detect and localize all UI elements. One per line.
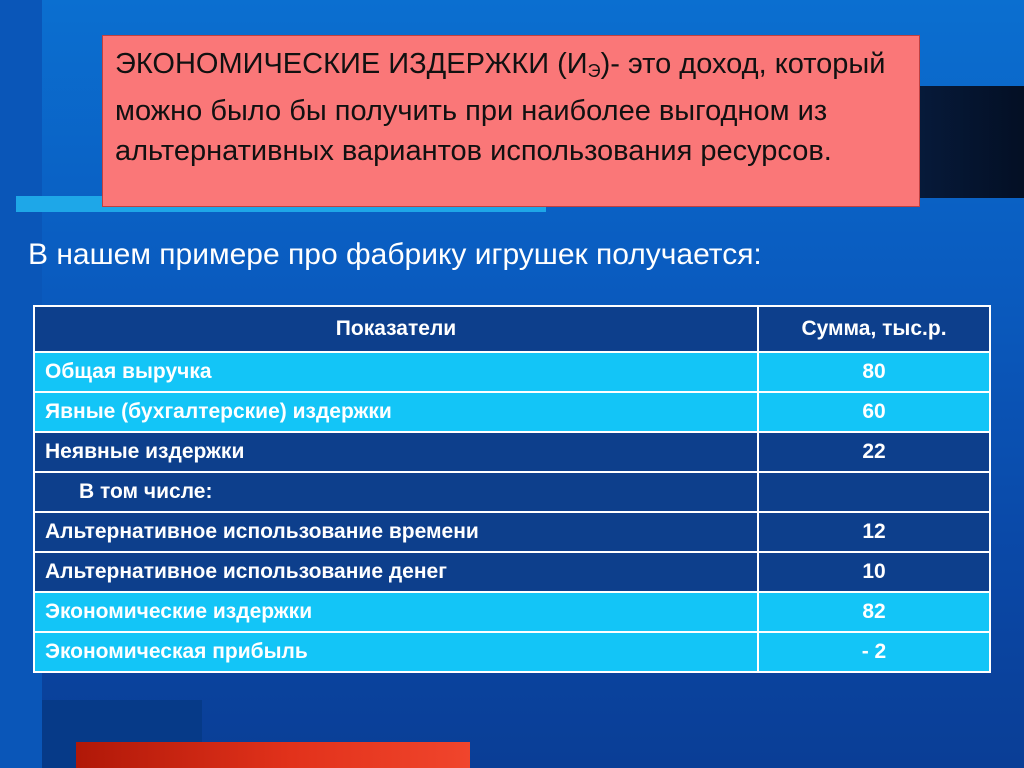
intro-text: В нашем примере про фабрику игрушек получается: [28, 238, 762, 271]
row-value [758, 472, 990, 512]
table-row [34, 632, 990, 672]
table-row [34, 552, 990, 592]
row-label: Явные (бухгалтерские) издержки [34, 392, 758, 432]
table-row [34, 352, 990, 392]
row-value: - 2 [758, 632, 990, 672]
row-value: 60 [758, 392, 990, 432]
row-label: Альтернативное использование времени [34, 512, 758, 552]
row-value: 10 [758, 552, 990, 592]
row-label: Неявные издержки [34, 432, 758, 472]
table-header-row [34, 306, 990, 352]
table-row [34, 512, 990, 552]
header-indicators: Показатели [34, 306, 758, 352]
row-value: 12 [758, 512, 990, 552]
table-row [34, 392, 990, 432]
definition-text-end: )- это доход, который можно было бы получить при наиболее выгодном из альтернативных вариантов использования ресурсов. [115, 48, 886, 167]
table-row [34, 592, 990, 632]
row-label: В том числе: [34, 472, 758, 512]
row-value: 22 [758, 432, 990, 472]
row-label: Общая выручка [34, 352, 758, 392]
definition-subscript: Э [587, 61, 601, 81]
row-label: Экономическая прибыль [34, 632, 758, 672]
decor-red-bar [76, 742, 470, 768]
header-amount: Сумма, тыс.р. [758, 306, 990, 352]
row-value: 82 [758, 592, 990, 632]
economic-costs-table [33, 305, 991, 673]
definition-box [102, 35, 920, 207]
row-label: Экономические издержки [34, 592, 758, 632]
row-value: 80 [758, 352, 990, 392]
table-row [34, 432, 990, 472]
row-label: Альтернативное использование денег [34, 552, 758, 592]
table-row [34, 472, 990, 512]
definition-text-start: ЭКОНОМИЧЕСКИЕ ИЗДЕРЖКИ (И [115, 48, 588, 80]
